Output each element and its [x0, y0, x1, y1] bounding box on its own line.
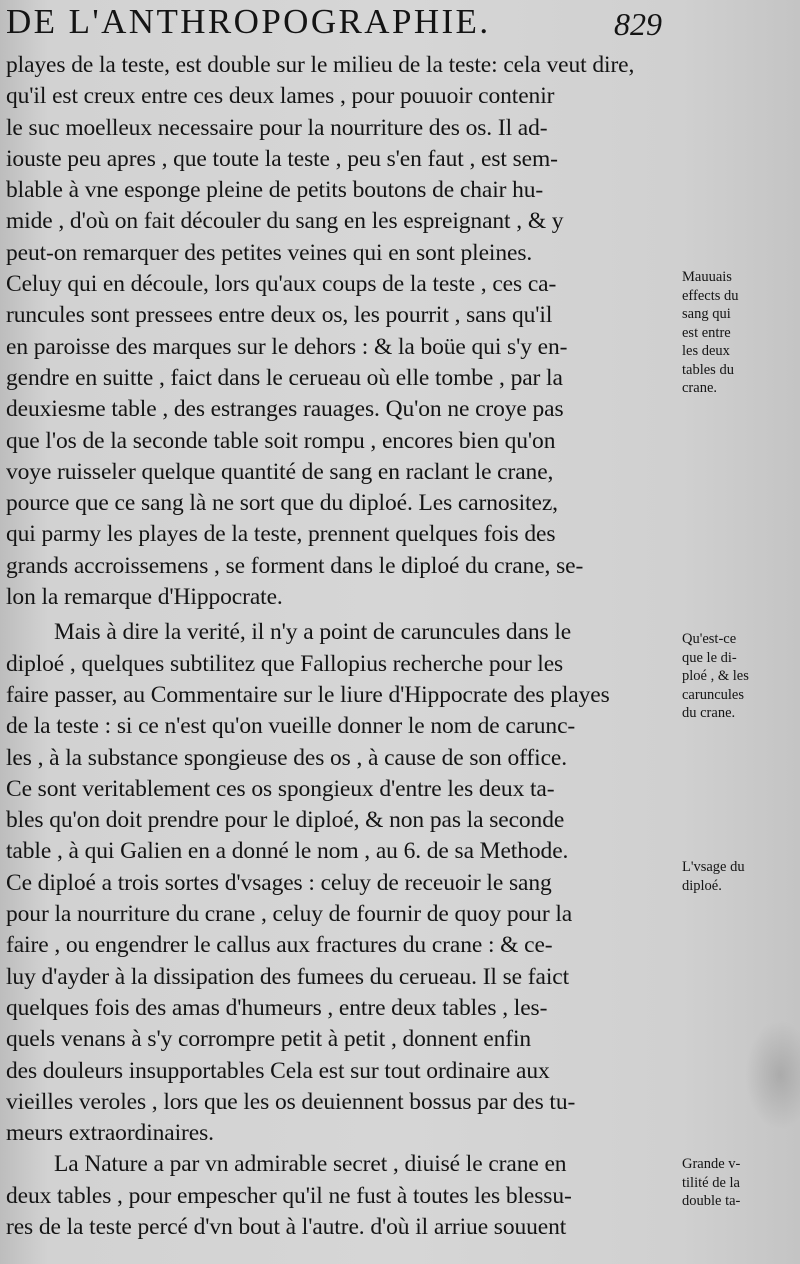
- text-line: Ce diploé a trois sortes d'vsages : celuy de receuoir le sang: [6, 869, 552, 896]
- running-title: DE L'ANTHROPOGRAPHIE.: [6, 2, 491, 41]
- text-line: grands accroissemens , se forment dans le diploé du crane, se-: [6, 552, 584, 579]
- margin-note-line: Qu'est-ce: [682, 631, 737, 647]
- paper-stain: [745, 1020, 800, 1130]
- margin-note-vsage-du-diploe: [682, 858, 794, 895]
- margin-note-line: tilité de la: [682, 1174, 740, 1191]
- margin-note-line: sang qui: [682, 306, 731, 322]
- margin-note-line: tables du: [682, 361, 734, 378]
- text-line: vieilles veroles , lors que les os deuiennent bossus par des tu-: [6, 1088, 576, 1115]
- text-line: res de la teste percé d'vn bout à l'autre. d'où il arriue souuent: [6, 1213, 567, 1240]
- margin-note-line: que le di-: [682, 649, 737, 666]
- text-line: faire , ou engendrer le callus aux fractures du crane : & ce-: [6, 932, 553, 959]
- text-line: diploé , quelques subtilitez que Fallopius recherche pour les: [6, 650, 564, 677]
- page-number: 829: [614, 6, 662, 42]
- text-line: Celuy qui en découle, lors qu'aux coups de la teste , ces ca-: [6, 271, 557, 298]
- text-line: de la teste : si ce n'est qu'on vueille donner le nom de carunc-: [6, 713, 576, 740]
- paragraph-start-line: La Nature a par vn admirable secret , diuisé le crane en: [54, 1151, 567, 1178]
- text-line: iouste peu apres , que toute la teste , peu s'en faut , est sem-: [6, 145, 558, 172]
- text-line: deux tables , pour empescher qu'il ne fust à toutes les blessu-: [6, 1182, 572, 1209]
- text-line: runcules sont pressees entre deux os, les pourrit , sans qu'il: [6, 302, 553, 329]
- margin-note-line: diploé.: [682, 877, 722, 894]
- text-line: gendre en suitte , faict dans le cerueau où elle tombe , par la: [6, 364, 563, 391]
- text-line: les , à la substance spongieuse des os , à cause de son office.: [6, 744, 568, 771]
- text-line: peut-on remarquer des petites veines qui en sont pleines.: [6, 239, 533, 266]
- text-line: pour la nourriture du crane , celuy de fournir de quoy pour la: [6, 901, 573, 928]
- text-line: le suc moelleux necessaire pour la nourriture des os. Il ad-: [6, 114, 548, 141]
- margin-note-line: L'vsage du: [682, 859, 745, 875]
- margin-note-quest-ce-que-le-diploe: [682, 630, 794, 723]
- margin-note-mauuais-effects: [682, 268, 794, 398]
- text-line: que l'os de la seconde table soit rompu , encores bien qu'on: [6, 427, 556, 454]
- text-line: des douleurs insupportables Cela est sur tout ordinaire aux: [6, 1057, 550, 1084]
- text-line: bles qu'on doit prendre pour le diploé, & non pas la seconde: [6, 807, 565, 834]
- text-line: deuxiesme table , des estranges rauages. Qu'on ne croye pas: [6, 396, 564, 423]
- margin-note-line: effects du: [682, 287, 739, 304]
- page-header: [0, 0, 690, 52]
- margin-note-line: est entre: [682, 324, 731, 341]
- text-line: qu'il est creux entre ces deux lames , pour pouuoir contenir: [6, 83, 555, 110]
- text-line: mide , d'où on fait découler du sang en les espreignant , & y: [6, 208, 564, 235]
- text-line: lon la remarque d'Hippocrate.: [6, 584, 283, 611]
- margin-note-line: du crane.: [682, 705, 736, 721]
- margin-note-line: caruncules: [682, 686, 744, 703]
- text-line: table , à qui Galien en a donné le nom , au 6. de sa Methode.: [6, 838, 569, 865]
- main-text: [6, 50, 678, 1243]
- text-line: en paroisse des marques sur le dehors : & la boüe qui s'y en-: [6, 333, 568, 360]
- text-line: faire passer, au Commentaire sur le liure d'Hippocrate des playes: [6, 681, 610, 708]
- margin-note-line: Grande v-: [682, 1156, 741, 1172]
- text-line: quels venans à s'y corrompre petit à petit , donnent enfin: [6, 1026, 532, 1053]
- text-line: meurs extraordinaires.: [6, 1120, 214, 1147]
- margin-note-grande-vtilite: [682, 1155, 794, 1211]
- margin-note-line: les deux: [682, 343, 730, 359]
- text-line: pource que ce sang là ne sort que du diploé. Les carnositez,: [6, 490, 558, 517]
- text-line: playes de la teste, est double sur le milieu de la teste: cela veut dire,: [6, 52, 635, 78]
- margin-note-line: Mauuais: [682, 269, 732, 285]
- text-line: qui parmy les playes de la teste, prennent quelques fois des: [6, 521, 556, 548]
- margin-note-line: double ta-: [682, 1193, 741, 1209]
- text-line: voye ruisseler quelque quantité de sang en raclant le crane,: [6, 458, 554, 485]
- text-line: quelques fois des amas d'humeurs , entre deux tables , les-: [6, 994, 548, 1021]
- paragraph-start-line: Mais à dire la verité, il n'y a point de caruncules dans le: [54, 619, 572, 646]
- text-line: blable à vne esponge pleine de petits boutons de chair hu-: [6, 177, 544, 204]
- text-line: luy d'ayder à la dissipation des fumees du cerueau. Il se faict: [6, 963, 570, 990]
- margin-note-line: ploé , & les: [682, 668, 749, 684]
- margin-note-line: crane.: [682, 380, 718, 396]
- text-line: Ce sont veritablement ces os spongieux d'entre les deux ta-: [6, 775, 555, 802]
